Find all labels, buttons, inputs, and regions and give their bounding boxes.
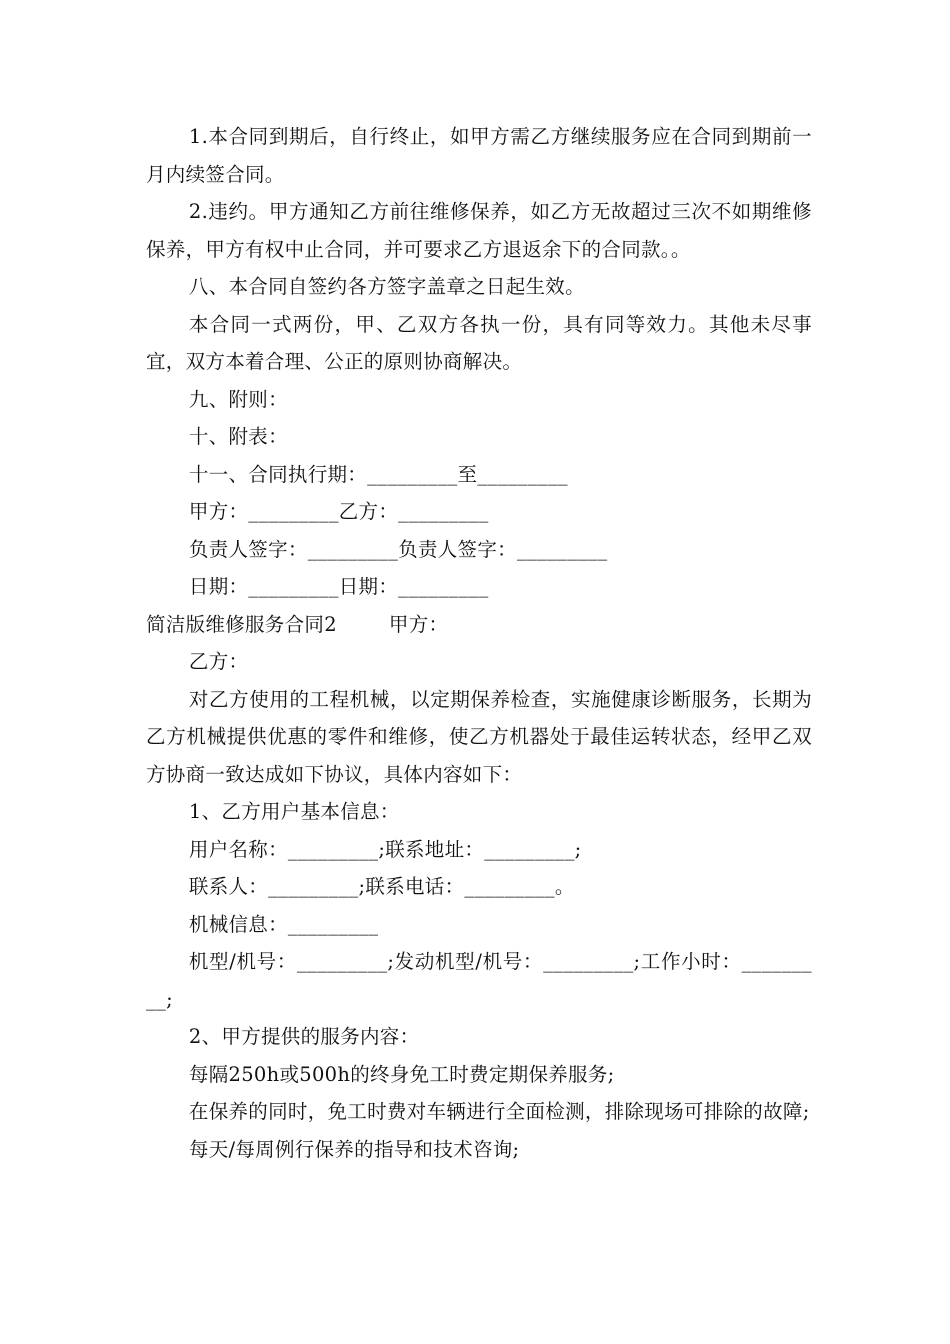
clause-2-breach: 2.违约。甲方通知乙方前往维修保养，如乙方无故超过三次不如期维修保养，甲方有权中止合同，并可要求乙方退返余下的合同款。。 xyxy=(146,200,812,261)
copies-paragraph: 本合同一式两份，甲、乙双方各执一份，具有同等效力。其他未尽事宜，双方本着合理、公正的原则协商解决。 xyxy=(146,312,812,373)
user-name-line: 用户名称：_________;联系地址：_________; xyxy=(188,837,582,861)
contract-2-heading: 简洁版维修服务合同2 甲方： xyxy=(146,612,449,636)
user-info-heading: 1、乙方用户基本信息： xyxy=(188,800,400,823)
section-11-term: 十一、合同执行期：_________至_________ xyxy=(188,462,568,486)
section-8-effective: 八、本合同自签约各方签字盖章之日起生效。 xyxy=(188,275,585,298)
service-item-1: 每隔250h或500h的终身免工时费定期保养服务; xyxy=(188,1062,615,1086)
section-10-attachment: 十、附表： xyxy=(188,425,288,448)
party-b-line: 乙方： xyxy=(188,650,249,673)
machine-info-line: 机械信息：_________ xyxy=(188,912,379,936)
service-item-3: 每天/每周例行保养的指导和技术咨询; xyxy=(188,1137,520,1161)
party-line: 甲方：_________乙方：_________ xyxy=(188,500,489,523)
service-item-2: 在保养的同时，免工时费对车辆进行全面检测，排除现场可排除的故障; xyxy=(188,1100,810,1123)
machine-model-line: 机型/机号：_________;发动机型/机号：_________;工作小时：_________; xyxy=(146,950,812,1011)
preamble-paragraph: 对乙方使用的工程机械，以定期保养检查，实施健康诊断服务，长期为乙方机械提供优惠的零件和维修，使乙方机器处于最佳运转状态，经甲乙双方协商一致达成如下协议，具体内容如下： xyxy=(146,687,812,786)
document-body xyxy=(146,118,812,1168)
contact-line: 联系人：_________;联系电话：_________。 xyxy=(188,875,575,898)
date-line: 日期：_________日期：_________ xyxy=(188,575,489,598)
clause-1-expiry: 1.本合同到期后，自行终止，如甲方需乙方继续服务应在合同到期前一月内续签合同。 xyxy=(146,125,812,186)
signature-line: 负责人签字：_________负责人签字：_________ xyxy=(188,537,608,561)
services-heading: 2、甲方提供的服务内容： xyxy=(188,1025,420,1048)
section-9-appendix: 九、附则： xyxy=(188,387,288,411)
